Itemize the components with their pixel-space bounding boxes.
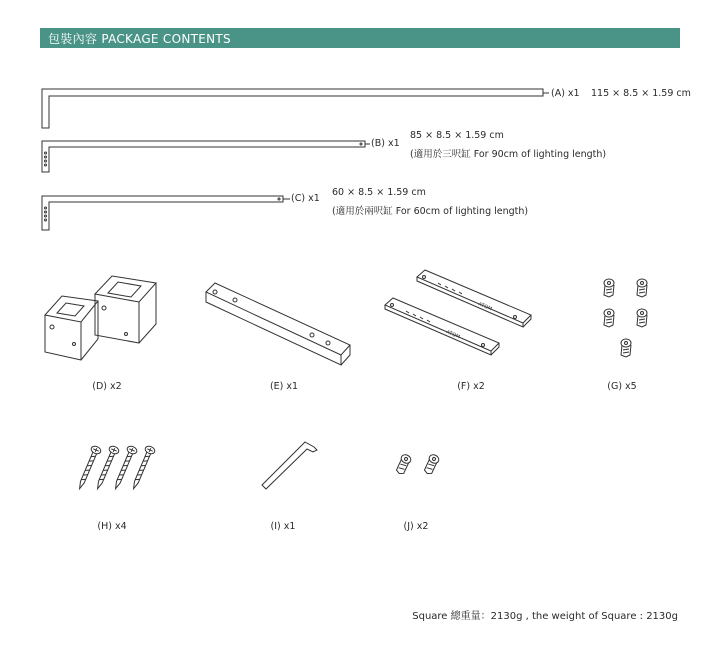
bar-a-label: (A) x1 [551, 88, 580, 99]
bar-b-label: (B) x1 [371, 138, 400, 149]
total-weight-note: Square 總重量：2130g , the weight of Square : 2130g [412, 611, 678, 622]
part-h-illustration [75, 445, 156, 491]
bar-c-usage: (適用於兩呎缸 For 60cm of lighting length) [332, 206, 529, 217]
part-d-illustration [45, 276, 156, 360]
svg-text:ATOM: ATOM [445, 329, 461, 341]
part-i-label: (I) x1 [270, 521, 296, 532]
part-h-label: (H) x4 [97, 521, 127, 532]
part-i-illustration [262, 442, 317, 489]
bar-a-dimensions: 115 × 8.5 × 1.59 cm [591, 88, 691, 99]
part-j-illustration [395, 453, 441, 475]
bar-c-illustration [42, 196, 290, 230]
part-g-label: (G) x5 [607, 381, 637, 392]
part-d-label: (D) x2 [92, 381, 122, 392]
part-g-illustration [604, 279, 647, 357]
bar-c-label: (C) x1 [291, 193, 320, 204]
svg-text:ATOM: ATOM [477, 301, 493, 313]
part-e-illustration [206, 283, 350, 365]
page-title: 包裝內容 PACKAGE CONTENTS [48, 32, 231, 46]
part-j-label: (J) x2 [403, 521, 429, 532]
bar-a-illustration [42, 89, 549, 128]
part-e-label: (E) x1 [269, 381, 299, 392]
part-f-label: (F) x2 [457, 381, 485, 392]
part-f-illustration [385, 270, 531, 355]
bar-b-usage: (適用於三呎缸 For 90cm of lighting length) [410, 149, 607, 160]
bar-b-illustration [42, 141, 370, 172]
bar-c-dimensions: 60 × 8.5 × 1.59 cm [332, 187, 426, 198]
bar-b-dimensions: 85 × 8.5 × 1.59 cm [410, 130, 504, 141]
